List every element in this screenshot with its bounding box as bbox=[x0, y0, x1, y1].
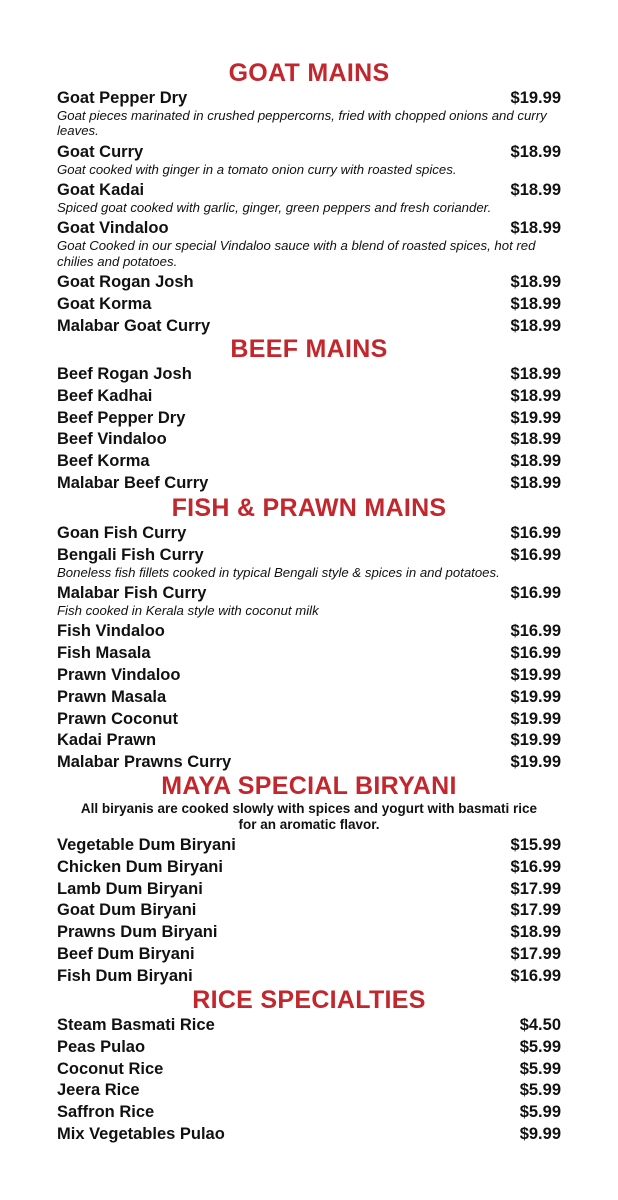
menu-item-name: Malabar Beef Curry bbox=[57, 473, 209, 492]
menu-item-price: $5.99 bbox=[519, 1037, 561, 1056]
menu-item-row bbox=[57, 429, 561, 451]
menu-item-name: Lamb Dum Biryani bbox=[57, 879, 203, 898]
menu-item bbox=[57, 451, 561, 473]
menu-item bbox=[57, 709, 561, 731]
menu-item bbox=[57, 386, 561, 408]
menu-item bbox=[57, 429, 561, 451]
menu-item-price: $19.99 bbox=[510, 89, 561, 107]
menu-item-row bbox=[57, 643, 561, 665]
menu-item-price: $17.99 bbox=[510, 879, 561, 898]
menu-item-name: Malabar Fish Curry bbox=[57, 584, 207, 603]
menu-item-row bbox=[57, 1037, 561, 1059]
section-title: MAYA SPECIAL BIRYANI bbox=[161, 772, 457, 800]
menu-item bbox=[57, 364, 561, 386]
menu-item-price: $18.99 bbox=[510, 219, 561, 238]
menu-item-price: $18.99 bbox=[510, 181, 561, 200]
menu-item-price: $16.99 bbox=[510, 857, 561, 876]
menu-item-price: $19.99 bbox=[510, 687, 561, 706]
menu-item bbox=[57, 730, 561, 752]
menu-item bbox=[57, 687, 561, 709]
menu-item-name: Goat Korma bbox=[57, 294, 152, 313]
menu-item bbox=[57, 88, 561, 139]
section-title: BEEF MAINS bbox=[230, 335, 388, 363]
menu-item bbox=[57, 857, 561, 879]
menu-item bbox=[57, 218, 561, 269]
menu-item-row bbox=[57, 944, 561, 966]
menu-item-price: $18.99 bbox=[510, 365, 561, 383]
menu-item-price: $17.99 bbox=[510, 901, 561, 920]
menu-item-price: $18.99 bbox=[510, 452, 561, 471]
menu-item-price: $17.99 bbox=[510, 944, 561, 963]
menu-item-name: Jeera Rice bbox=[57, 1081, 140, 1100]
menu-item-name: Goat Curry bbox=[57, 142, 144, 161]
menu-item-name: Goat Pepper Dry bbox=[57, 89, 188, 107]
menu-item-row bbox=[57, 922, 561, 944]
menu-item-row bbox=[57, 545, 561, 567]
menu-item-name: Fish Masala bbox=[57, 644, 151, 663]
menu-item-description: Goat Cooked in our special Vindaloo sauce with a blend of roasted spices, hot red chilies and potatoes. bbox=[57, 238, 536, 269]
menu-item-name: Mix Vegetables Pulao bbox=[57, 1124, 225, 1143]
menu-item bbox=[57, 294, 561, 316]
menu-item-price: $4.50 bbox=[519, 1016, 561, 1034]
menu-item-name: Goat Vindaloo bbox=[57, 219, 169, 238]
menu-item-row bbox=[57, 180, 561, 202]
section-goat-mains bbox=[57, 58, 561, 338]
menu-item-price: $18.99 bbox=[510, 142, 561, 161]
menu-item-row bbox=[57, 294, 561, 316]
menu-item bbox=[57, 1015, 561, 1037]
menu-item-name: Goat Kadai bbox=[57, 181, 145, 200]
menu-item-name: Prawns Dum Biryani bbox=[57, 923, 218, 942]
menu-item bbox=[57, 142, 561, 177]
menu-item-row bbox=[57, 879, 561, 901]
menu-item-description: Goat pieces marinated in crushed peppercorns, fried with chopped onions and curry leaves. bbox=[57, 107, 547, 139]
menu-item bbox=[57, 835, 561, 857]
menu-item bbox=[57, 1102, 561, 1124]
menu-item-price: $18.99 bbox=[510, 386, 561, 405]
menu-item-name: Prawn Vindaloo bbox=[57, 665, 181, 684]
menu-item-price: $5.99 bbox=[519, 1081, 561, 1100]
menu-item-price: $5.99 bbox=[519, 1103, 561, 1122]
menu-item-row bbox=[57, 900, 561, 922]
menu-item-price: $16.99 bbox=[510, 622, 561, 641]
menu-item-price: $16.99 bbox=[510, 966, 561, 985]
menu-item-row bbox=[57, 621, 561, 643]
menu-item-row bbox=[57, 730, 561, 752]
menu-item-description: Boneless fish fillets cooked in typical Bengali style & spices in and potatoes. bbox=[57, 564, 500, 580]
menu-item-name: Beef Kadhai bbox=[57, 386, 153, 405]
menu-item bbox=[57, 523, 561, 545]
menu-item-name: Prawn Coconut bbox=[57, 709, 179, 728]
menu-item-price: $19.99 bbox=[510, 408, 561, 427]
menu-item-price: $18.99 bbox=[510, 316, 561, 335]
menu-item-row bbox=[57, 687, 561, 709]
section-rice-specialties bbox=[57, 985, 561, 1146]
menu-item-name: Beef Dum Biryani bbox=[57, 944, 195, 963]
section-fish-prawn-mains bbox=[57, 493, 561, 774]
menu-item bbox=[57, 643, 561, 665]
menu-item-row bbox=[57, 665, 561, 687]
menu-item-row bbox=[57, 709, 561, 731]
menu-item bbox=[57, 272, 561, 294]
menu-item-row bbox=[57, 386, 561, 408]
menu-item-price: $16.99 bbox=[510, 545, 561, 564]
section-note: All biryanis are cooked slowly with spices and yogurt with basmati rice for an aromatic flavor. bbox=[80, 801, 538, 832]
menu-item bbox=[57, 180, 561, 215]
menu-item-name: Steam Basmati Rice bbox=[57, 1016, 215, 1034]
section-title: GOAT MAINS bbox=[228, 59, 390, 87]
menu-item bbox=[57, 1124, 561, 1146]
menu-item-name: Peas Pulao bbox=[57, 1037, 146, 1056]
menu-item bbox=[57, 1080, 561, 1102]
menu-item-price: $19.99 bbox=[510, 665, 561, 684]
menu-item-price: $19.99 bbox=[510, 709, 561, 728]
menu-item-description: Spiced goat cooked with garlic, ginger, green peppers and fresh coriander. bbox=[57, 199, 492, 215]
menu-item-name: Coconut Rice bbox=[57, 1059, 164, 1078]
menu-item-price: $19.99 bbox=[510, 731, 561, 750]
menu-item-name: Beef Rogan Josh bbox=[57, 365, 192, 383]
menu-item-price: $18.99 bbox=[510, 430, 561, 449]
section-maya-special-biryani bbox=[57, 771, 561, 988]
menu-item-row bbox=[57, 364, 561, 386]
menu-item bbox=[57, 473, 561, 495]
menu-item-row bbox=[57, 218, 561, 240]
menu-item-name: Malabar Prawns Curry bbox=[57, 753, 232, 772]
menu-item-name: Fish Dum Biryani bbox=[57, 966, 193, 985]
section-beef-mains bbox=[57, 334, 561, 495]
menu-item-row bbox=[57, 1015, 561, 1037]
menu-item-price: $16.99 bbox=[510, 524, 561, 542]
menu-item-price: $16.99 bbox=[510, 644, 561, 663]
menu-item-description: Goat cooked with ginger in a tomato onion curry with roasted spices. bbox=[57, 161, 457, 177]
menu-item-name: Prawn Masala bbox=[57, 687, 167, 706]
section-title: FISH & PRAWN MAINS bbox=[171, 494, 447, 522]
menu-item-price: $16.99 bbox=[510, 584, 561, 603]
menu-item-price: $5.99 bbox=[519, 1059, 561, 1078]
menu-item bbox=[57, 408, 561, 430]
menu-item-row bbox=[57, 408, 561, 430]
menu-item-name: Beef Vindaloo bbox=[57, 430, 167, 449]
menu-item-price: $15.99 bbox=[510, 836, 561, 854]
menu-item bbox=[57, 879, 561, 901]
menu-item-name: Beef Pepper Dry bbox=[57, 408, 186, 427]
menu-item bbox=[57, 621, 561, 643]
menu-item-price: $18.99 bbox=[510, 473, 561, 492]
menu-item-row bbox=[57, 473, 561, 495]
menu-item bbox=[57, 922, 561, 944]
menu-item bbox=[57, 665, 561, 687]
menu-item-row bbox=[57, 1124, 561, 1146]
menu-item bbox=[57, 583, 561, 618]
menu-item-row bbox=[57, 88, 561, 110]
menu-item-name: Kadai Prawn bbox=[57, 731, 157, 750]
menu-item-name: Malabar Goat Curry bbox=[57, 316, 211, 335]
menu-item-name: Vegetable Dum Biryani bbox=[57, 836, 236, 854]
menu-item-description: Fish cooked in Kerala style with coconut milk bbox=[57, 602, 319, 618]
menu-item-name: Beef Korma bbox=[57, 452, 150, 471]
menu-item-price: $9.99 bbox=[519, 1124, 561, 1143]
menu-item-name: Goan Fish Curry bbox=[57, 524, 187, 542]
menu-item-name: Fish Vindaloo bbox=[57, 622, 165, 641]
menu-item-row bbox=[57, 857, 561, 879]
menu-item-name: Bengali Fish Curry bbox=[57, 545, 204, 564]
menu-item-name: Chicken Dum Biryani bbox=[57, 857, 223, 876]
menu-item-name: Goat Rogan Josh bbox=[57, 273, 194, 292]
menu-item-row bbox=[57, 835, 561, 857]
menu-item bbox=[57, 1059, 561, 1081]
menu-item-row bbox=[57, 1102, 561, 1124]
menu-item bbox=[57, 1037, 561, 1059]
menu-item-name: Goat Dum Biryani bbox=[57, 901, 197, 920]
menu-item-row bbox=[57, 142, 561, 164]
menu-item-price: $18.99 bbox=[510, 294, 561, 313]
section-title: RICE SPECIALTIES bbox=[192, 986, 426, 1014]
menu-item bbox=[57, 944, 561, 966]
menu-item-name: Saffron Rice bbox=[57, 1103, 155, 1122]
menu-item-price: $18.99 bbox=[510, 923, 561, 942]
menu-item-row bbox=[57, 523, 561, 545]
menu-item-price: $19.99 bbox=[510, 753, 561, 772]
menu-item-row bbox=[57, 583, 561, 605]
menu-item-row bbox=[57, 272, 561, 294]
menu-item-row bbox=[57, 451, 561, 473]
menu-item-row bbox=[57, 1080, 561, 1102]
menu-item-row bbox=[57, 1059, 561, 1081]
menu-item bbox=[57, 545, 561, 580]
menu-item bbox=[57, 900, 561, 922]
menu-item-price: $18.99 bbox=[510, 273, 561, 292]
